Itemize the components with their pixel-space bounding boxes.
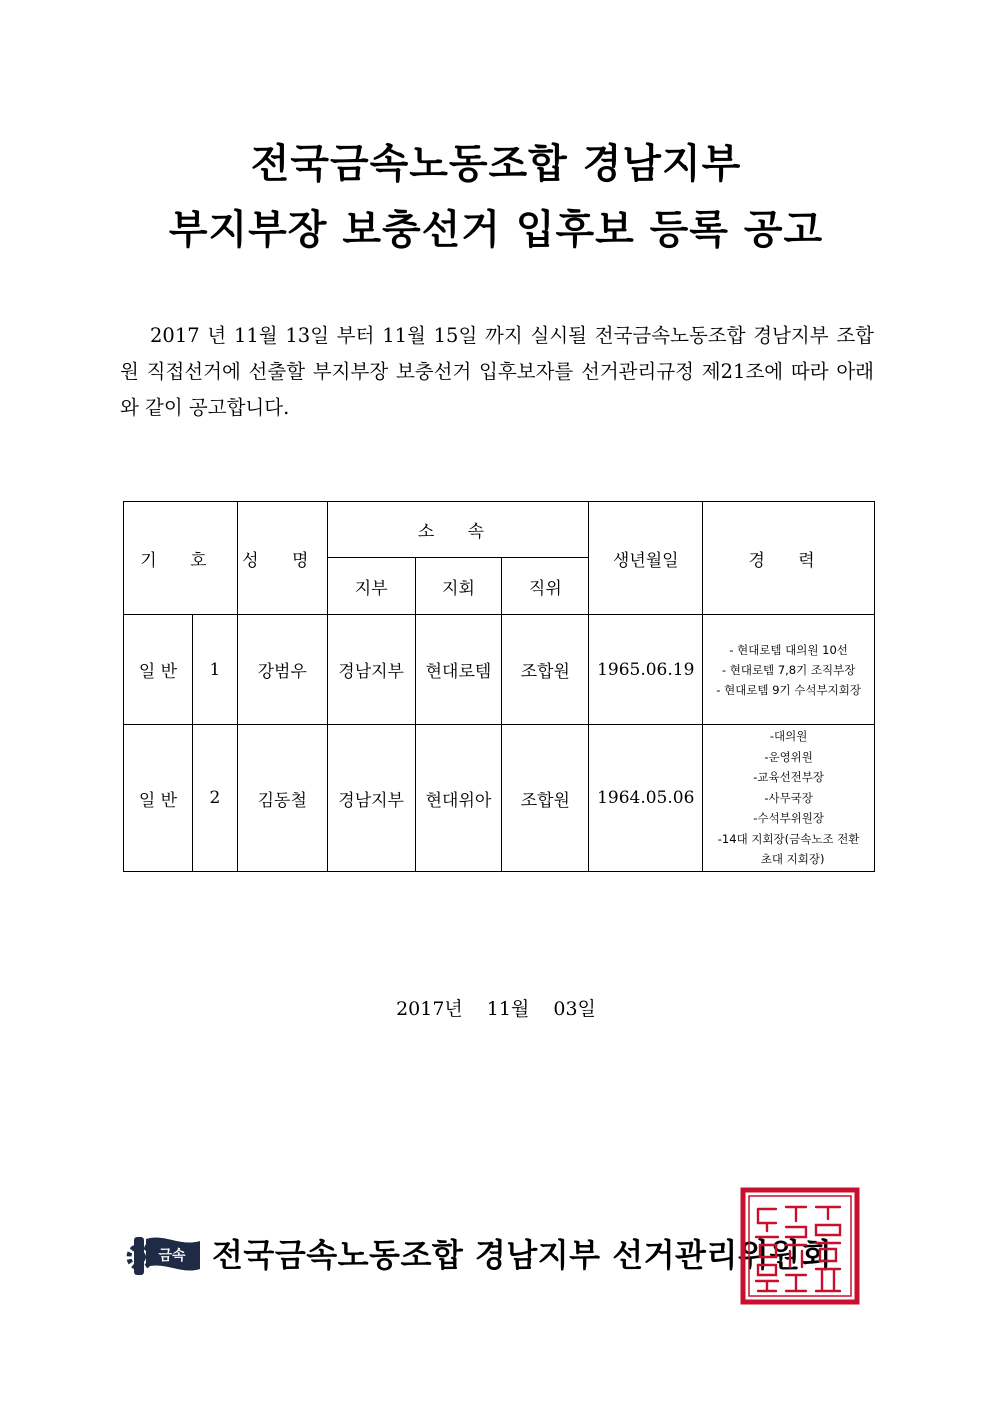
candidate-number: 2 — [192, 725, 237, 872]
document-title-line2: 부지부장 보충선거 입후보 등록 공고 — [168, 207, 824, 253]
header-birthdate: 생년월일 — [589, 502, 703, 615]
career-item: 초대 지회장) — [760, 852, 825, 867]
announcement-date: 2017년 11월 03일 — [396, 998, 596, 1020]
document-title-line1: 전국금속노동조합 경남지부 — [250, 141, 742, 187]
candidate-local: 현대로템 — [415, 615, 502, 725]
candidate-position: 조합원 — [502, 615, 589, 725]
header-affiliation: 소 속 — [327, 502, 589, 558]
official-seal-icon — [740, 1187, 860, 1305]
career-item: -수석부위원장 — [753, 811, 825, 826]
candidate-position: 조합원 — [502, 725, 589, 872]
candidate-type: 일 반 — [124, 725, 193, 872]
header-branch: 지부 — [327, 558, 415, 615]
candidate-name: 강범우 — [237, 615, 327, 725]
candidate-number: 1 — [192, 615, 237, 725]
candidate-name: 김동철 — [237, 725, 327, 872]
candidate-birthdate: 1965.06.19 — [589, 615, 703, 725]
candidate-birthdate: 1964.05.06 — [589, 725, 703, 872]
table-header-row — [124, 502, 875, 558]
table-row — [124, 725, 875, 872]
career-item: -대의원 — [769, 729, 808, 744]
candidate-local: 현대위아 — [415, 725, 502, 872]
header-position: 직위 — [502, 558, 589, 615]
career-item: - 현대로템 7,8기 조직부장 — [721, 662, 856, 677]
candidate-career — [703, 615, 875, 725]
logo-text: 금속 — [158, 1248, 186, 1264]
header-name: 성 명 — [237, 502, 327, 615]
career-item: -교육선전부장 — [753, 770, 825, 785]
header-local: 지회 — [415, 558, 502, 615]
candidate-branch: 경남지부 — [327, 615, 415, 725]
career-item: - 현대로템 대의원 10선 — [729, 642, 848, 657]
header-career: 경 력 — [703, 502, 875, 615]
candidate-branch: 경남지부 — [327, 725, 415, 872]
career-item: -운영위원 — [764, 749, 813, 764]
header-symbol: 기 호 — [124, 502, 238, 615]
career-item: -사무국장 — [764, 790, 813, 805]
candidate-type: 일 반 — [124, 615, 193, 725]
intro-paragraph: 2017 년 11월 13일 부터 11월 15일 까지 실시될 전국금속노동조합 경남지부 조합원 직접선거에 선출할 부지부장 보충선거 입후보자를 선거관리규정 제21조에 따라 아래와 같이 공고합니다. — [120, 324, 874, 419]
union-logo-icon — [124, 1227, 202, 1281]
candidate-career — [703, 725, 875, 872]
candidate-table — [123, 501, 875, 872]
organization-name: 전국금속노동조합 경남지부 선거관리위원회 — [212, 1236, 833, 1274]
table-row — [124, 615, 875, 725]
career-item: -14대 지회장(금속노조 전환 — [717, 831, 860, 846]
career-item: - 현대로템 9기 수석부지회장 — [716, 682, 861, 697]
